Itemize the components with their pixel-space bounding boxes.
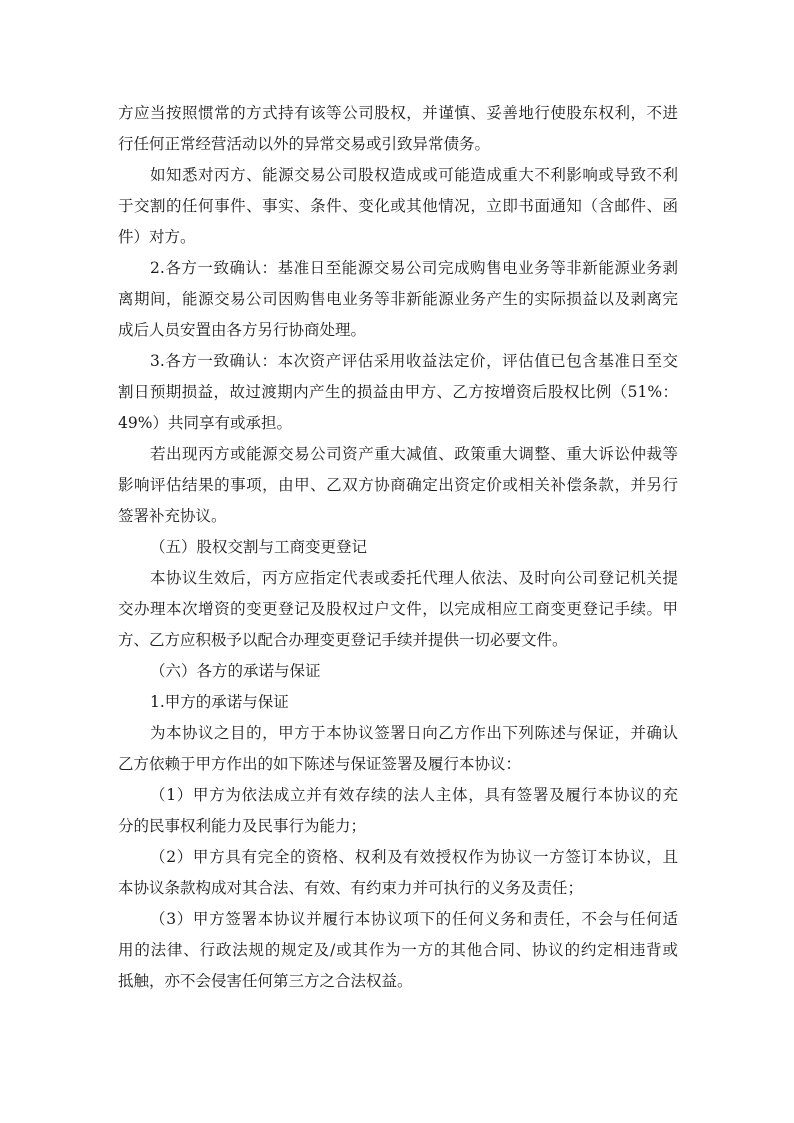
text-line: 分的民事权利能力及民事行为能力； [118,817,367,835]
text-line: 方、乙方应积极予以配合办理变更登记手续并提供一切必要文件。 [118,631,568,649]
subsection-heading: 1.甲方的承诺与保证 [150,693,289,711]
text-line: 于交割的任何事件、事实、条件、变化或其他情况，立即书面通知（含邮件、函 [118,197,678,215]
text-line: 离期间，能源交易公司因购售电业务等非新能源业务产生的实际损益以及剥离完 [118,290,678,308]
text-line: 若出现丙方或能源交易公司资产重大减值、政策重大调整、重大诉讼仲裁等 [150,445,678,463]
text-line: 方应当按照惯常的方式持有该等公司股权，并谨慎、妥善地行使股东权利，不进 [118,104,678,122]
text-line: 件）对方。 [118,228,196,246]
text-line: 成后人员安置由各方另行协商处理。 [118,321,367,339]
text-line: 乙方依赖于甲方作出的如下陈述与保证签署及履行本协议： [118,755,522,773]
text-line: （2）甲方具有完全的资格、权利及有效授权作为协议一方签订本协议，且 [150,848,678,866]
text-line: 抵触，亦不会侵害任何第三方之合法权益。 [118,972,413,990]
text-line: 为本协议之目的，甲方于本协议签署日向乙方作出下列陈述与保证，并确认 [150,724,678,742]
section-heading: （五）股权交割与工商变更登记 [150,538,368,556]
text-line: 影响评估结果的事项，由甲、乙双方协商确定出资定价或相关补偿条款，并另行 [118,476,678,494]
text-line: 交办理本次增资的变更登记及股权过户文件，以完成相应工商变更登记手续。甲 [118,600,678,618]
section-heading: （六）各方的承诺与保证 [150,662,321,680]
text-line: 本协议生效后，丙方应指定代表或委托代理人依法、及时向公司登记机关提 [150,569,678,587]
text-line: 3.各方一致确认：本次资产评估采用收益法定价，评估值已包含基准日至交 [150,352,678,370]
text-line: 本协议条款构成对其合法、有效、有约束力并可执行的义务及责任； [118,879,584,897]
text-line: 49%）共同享有或承担。 [118,414,292,432]
text-line: （3）甲方签署本协议并履行本协议项下的任何义务和责任，不会与任何适 [150,910,678,928]
text-line: 割日预期损益，故过渡期内产生的损益由甲方、乙方按增资后股权比例（51%： [118,383,678,401]
text-line: 签署补充协议。 [118,507,227,525]
text-line: 2.各方一致确认：基准日至能源交易公司完成购售电业务等非新能源业务剥 [150,259,678,277]
text-line: （1）甲方为依法成立并有效存续的法人主体，具有签署及履行本协议的充 [150,786,678,804]
text-line: 用的法律、行政法规的规定及/或其作为一方的其他合同、协议的约定相违背或 [118,941,678,959]
text-line: 行任何正常经营活动以外的异常交易或引致异常债务。 [118,135,491,153]
text-line: 如知悉对丙方、能源交易公司股权造成或可能造成重大不利影响或导致不利 [150,166,678,184]
